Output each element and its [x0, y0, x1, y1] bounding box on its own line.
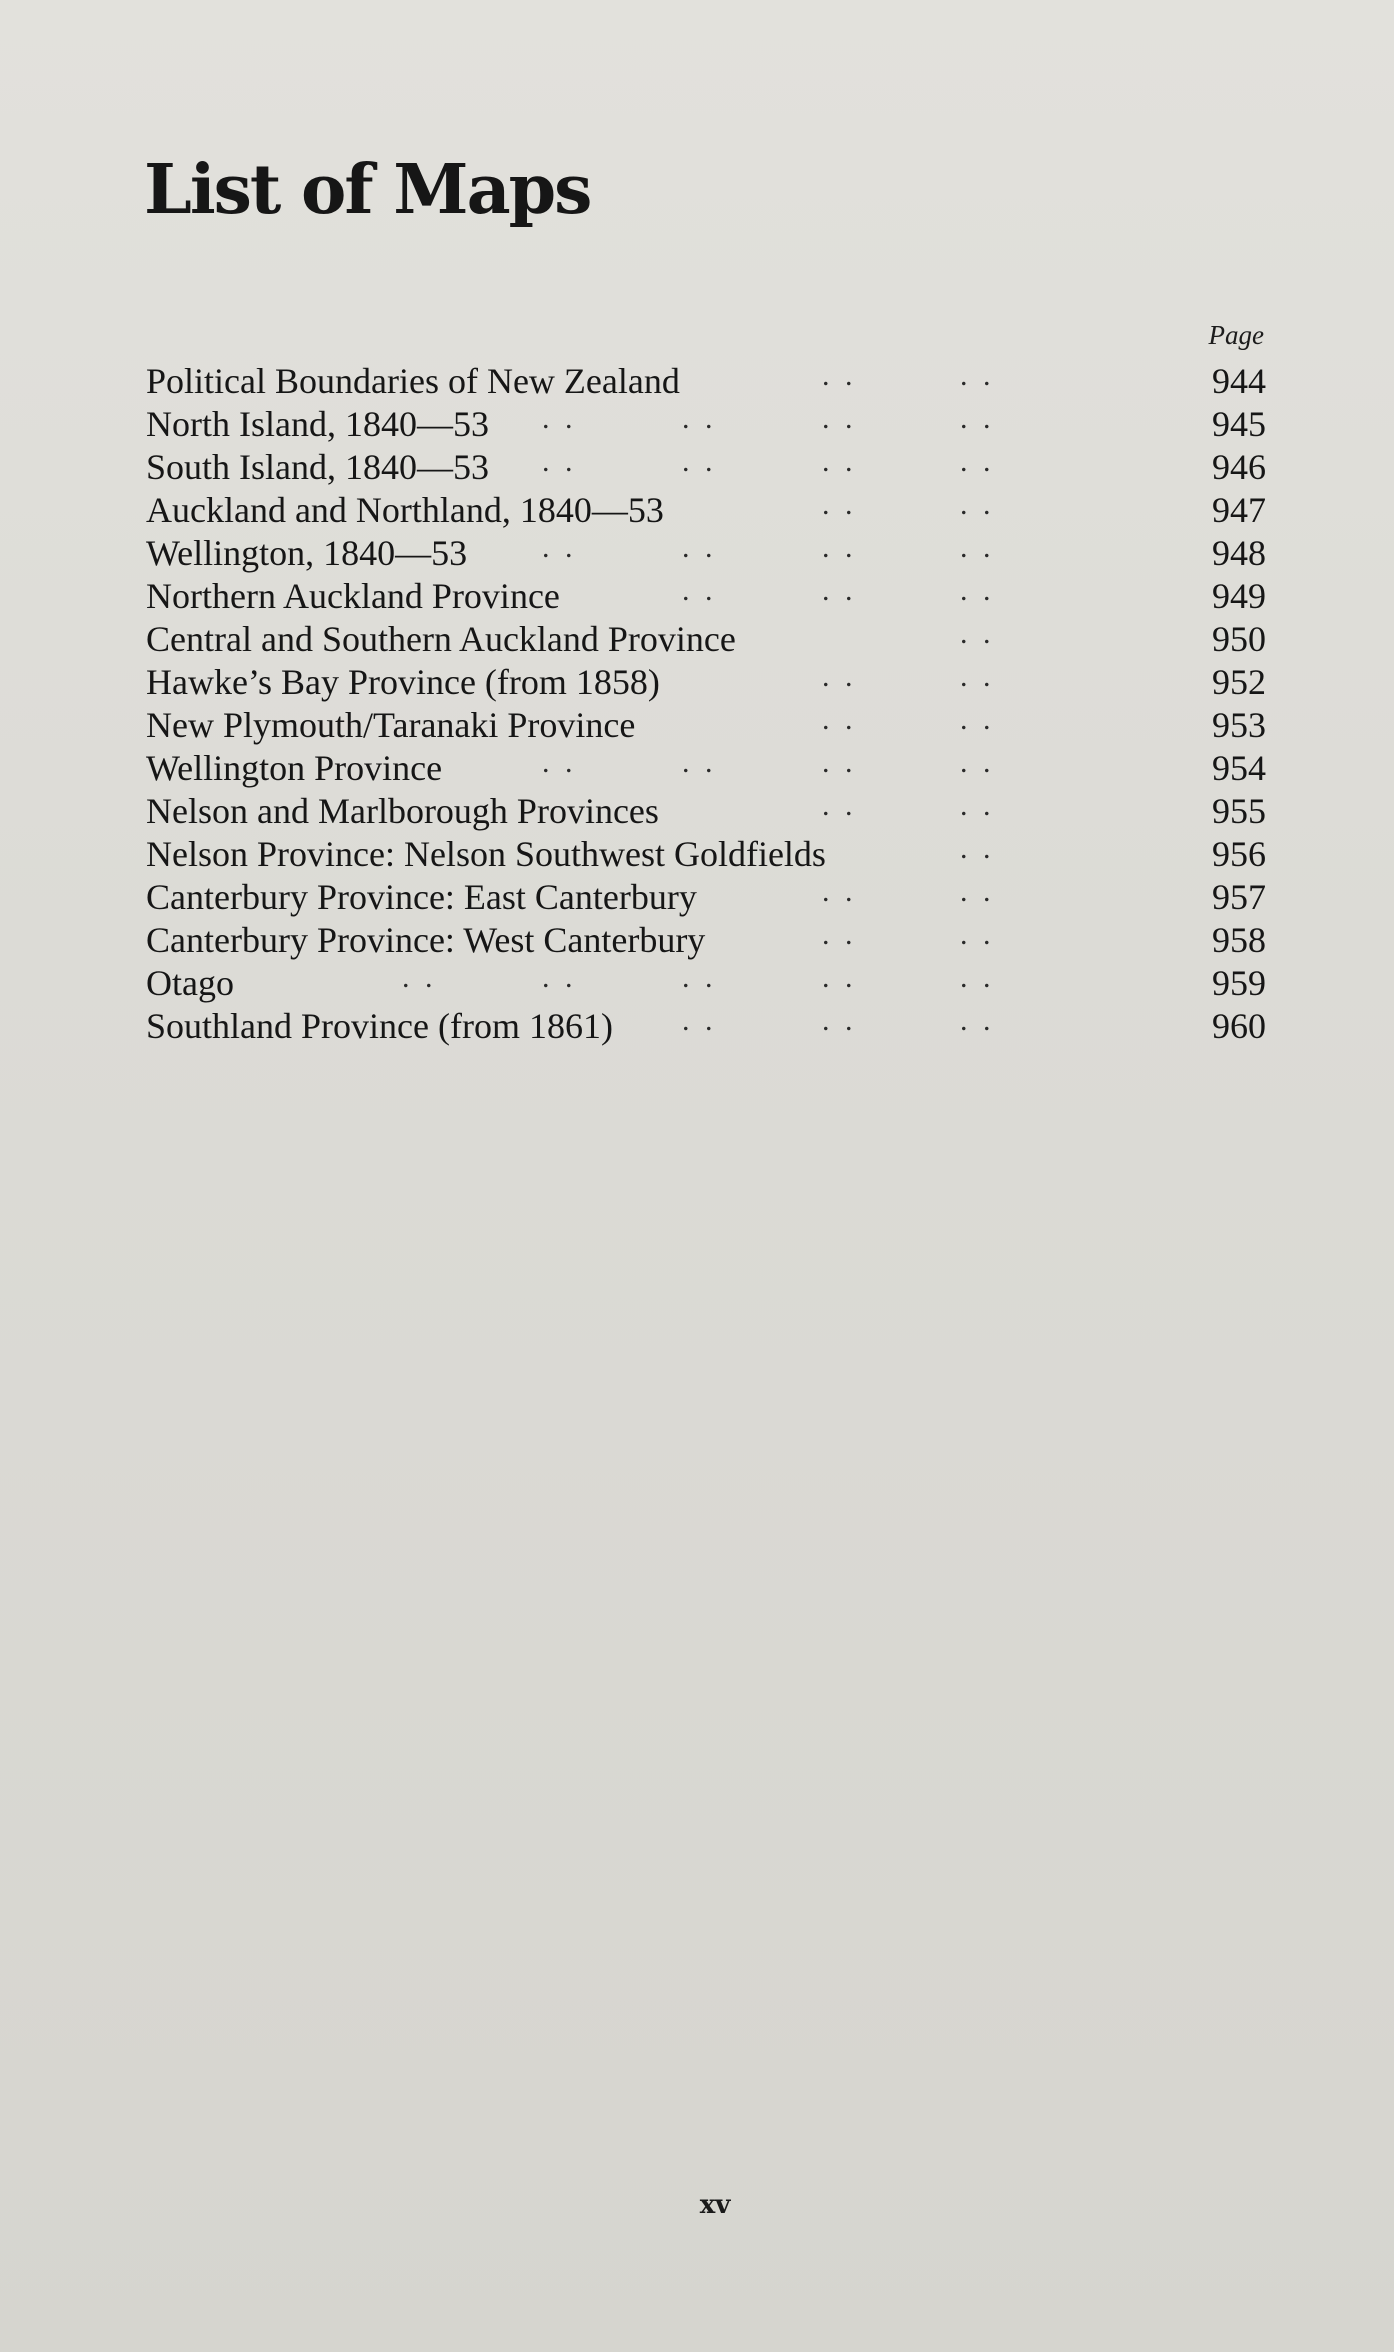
leader-dots: . . [682, 574, 717, 607]
leader-dots: . . [960, 574, 995, 607]
leader-dots: . . [822, 574, 857, 607]
leader-dots: . . [682, 402, 717, 435]
leader-dots: . . [402, 961, 437, 994]
leader-dots: . . [960, 703, 995, 736]
leader-dots: . . [960, 961, 995, 994]
page-number: 945 [1212, 404, 1266, 444]
map-title: Canterbury Province: East Canterbury [146, 877, 697, 917]
page-number: 955 [1212, 791, 1266, 831]
leader-dots: . . [960, 617, 995, 650]
leader-dots: . . [822, 918, 857, 951]
page-number: 948 [1212, 533, 1266, 573]
page-number: 946 [1212, 447, 1266, 487]
leader-dots: . . [542, 402, 577, 435]
map-list-entry [146, 661, 1266, 704]
page-number: 952 [1212, 662, 1266, 702]
page-folio: xv [699, 2190, 731, 2220]
page-number: 947 [1212, 490, 1266, 530]
map-list-entry [146, 833, 1266, 876]
leader-dots: . . [960, 359, 995, 392]
leader-dots: . . [822, 961, 857, 994]
leader-dots: . . [960, 832, 995, 865]
map-title: Northern Auckland Province [146, 576, 560, 616]
page-number: 957 [1212, 877, 1266, 917]
page-number: 960 [1212, 1006, 1266, 1046]
leader-dots: . . [682, 1004, 717, 1037]
map-title: South Island, 1840—53 [146, 447, 490, 487]
leader-dots: . . [822, 875, 857, 908]
leader-dots: . . [960, 746, 995, 779]
map-title: Political Boundaries of New Zealand [146, 361, 680, 401]
leader-dots: . . [822, 445, 857, 478]
map-list-entry [146, 575, 1266, 618]
leader-dots: . . [960, 488, 995, 521]
leader-dots: . . [682, 961, 717, 994]
page-number: 956 [1212, 834, 1266, 874]
leader-dots: . . [960, 918, 995, 951]
map-title: North Island, 1840—53 [146, 404, 489, 444]
leader-dots: . . [542, 746, 577, 779]
map-title: Wellington, 1840—53 [146, 533, 468, 573]
leader-dots: . . [682, 531, 717, 564]
leader-dots: . . [822, 703, 857, 736]
page-number: 958 [1212, 920, 1266, 960]
leader-dots: . . [822, 488, 857, 521]
leader-dots: . . [822, 1004, 857, 1037]
map-title: Canterbury Province: West Canterbury [146, 920, 706, 960]
map-list-entry [146, 618, 1266, 661]
leader-dots: . . [960, 660, 995, 693]
page-title: List of Maps [144, 150, 591, 230]
leader-dots: . . [822, 746, 857, 779]
page-number: 959 [1212, 963, 1266, 1003]
map-title: Nelson and Marlborough Provinces [146, 791, 659, 831]
page-number: 950 [1212, 619, 1266, 659]
map-list-entry [146, 790, 1266, 833]
leader-dots: . . [822, 531, 857, 564]
map-list-entry [146, 876, 1266, 919]
page-column-header: Page [1208, 320, 1264, 350]
leader-dots: . . [960, 875, 995, 908]
leader-dots: . . [960, 531, 995, 564]
leader-dots: . . [682, 746, 717, 779]
page-number: 953 [1212, 705, 1266, 745]
leader-dots: . . [682, 445, 717, 478]
map-list-entry [146, 1005, 1266, 1048]
leader-dots: . . [542, 531, 577, 564]
leader-dots: . . [542, 445, 577, 478]
map-title: Wellington Province [146, 748, 443, 788]
map-list-entry [146, 446, 1266, 489]
leader-dots: . . [960, 402, 995, 435]
leader-dots: . . [960, 1004, 995, 1037]
map-title: Auckland and Northland, 1840—53 [146, 490, 664, 530]
page-number: 954 [1212, 748, 1266, 788]
map-title: Otago [146, 963, 234, 1003]
leader-dots: . . [822, 660, 857, 693]
leader-dots: . . [822, 359, 857, 392]
leader-dots: . . [542, 961, 577, 994]
map-title: Hawke’s Bay Province (from 1858) [146, 662, 660, 702]
leader-dots: . . [822, 402, 857, 435]
leader-dots: . . [822, 789, 857, 822]
map-title: Nelson Province: Nelson Southwest Goldfields [146, 834, 826, 874]
map-title: Southland Province (from 1861) [146, 1006, 613, 1046]
map-list [146, 360, 1266, 1048]
map-list-entry [146, 747, 1266, 790]
page-number: 944 [1212, 361, 1266, 401]
leader-dots: . . [960, 445, 995, 478]
leader-dots: . . [960, 789, 995, 822]
page-number: 949 [1212, 576, 1266, 616]
map-title: Central and Southern Auckland Province [146, 619, 736, 659]
map-title: New Plymouth/Taranaki Province [146, 705, 636, 745]
